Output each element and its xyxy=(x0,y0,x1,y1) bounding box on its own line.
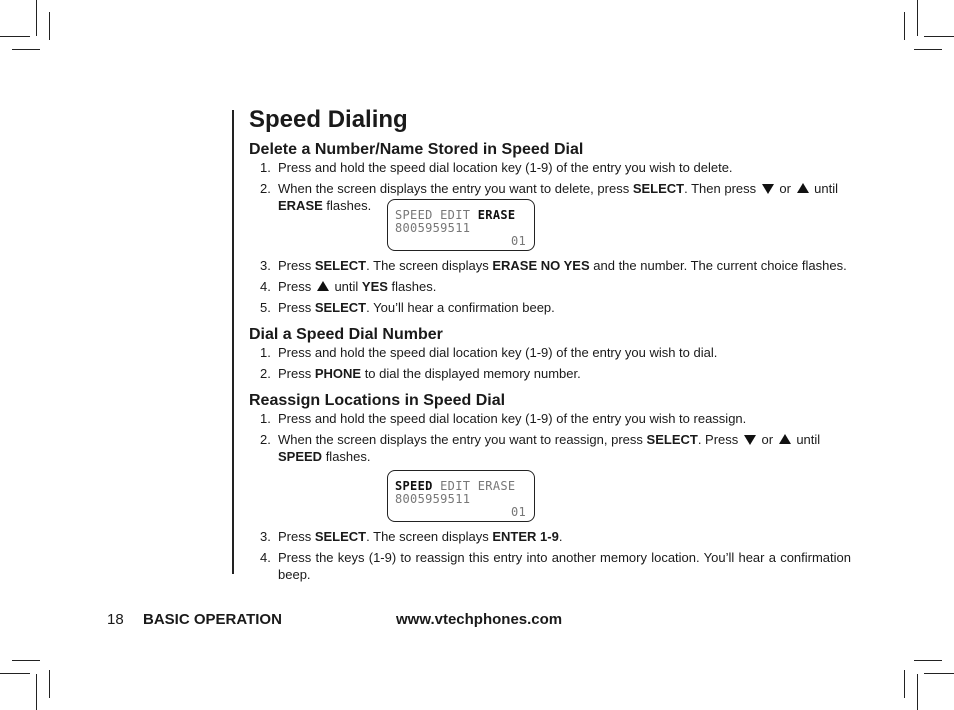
list-item: 3. Press SELECT. The screen displays ERASE NO YES and the number. The current choice flashes. xyxy=(260,258,847,273)
crop-mark xyxy=(924,673,954,674)
crop-mark xyxy=(49,12,50,40)
crop-mark xyxy=(914,49,942,50)
crop-mark xyxy=(924,36,954,37)
crop-mark xyxy=(36,674,37,710)
footer-url[interactable]: www.vtechphones.com xyxy=(396,611,563,628)
list-item: 2. When the screen displays the entry you want to delete, press SELECT. Then press or until ERASE flashes. SPEED EDIT ERASE 8005959511 01 xyxy=(249,180,851,251)
crop-mark xyxy=(904,670,905,698)
crop-mark xyxy=(0,673,30,674)
reassign-steps xyxy=(249,410,851,583)
crop-mark xyxy=(49,670,50,698)
list-item: 4. Press until YES flashes. xyxy=(260,279,437,294)
crop-mark xyxy=(12,660,40,661)
crop-mark xyxy=(12,49,40,50)
triangle-up-icon xyxy=(317,281,329,291)
list-item: 4. Press the keys (1-9) to reassign this entry into another memory location. You’ll hear a confirmation beep. xyxy=(260,550,851,582)
section-heading-delete: Delete a Number/Name Stored in Speed Dial xyxy=(249,141,584,158)
dial-steps xyxy=(249,344,851,382)
crop-mark xyxy=(917,0,918,36)
crop-mark xyxy=(36,0,37,36)
triangle-up-icon xyxy=(779,434,791,444)
delete-steps xyxy=(249,159,851,316)
list-item: 1. Press and hold the speed dial location key (1-9) of the entry you wish to delete. xyxy=(260,160,733,175)
crop-mark xyxy=(917,674,918,710)
list-item: 3. Press SELECT. The screen displays ENTER 1-9. xyxy=(260,529,563,544)
triangle-down-icon xyxy=(744,435,756,445)
list-item: 2. Press PHONE to dial the displayed memory number. xyxy=(260,366,581,381)
crop-mark xyxy=(904,12,905,40)
section-heading-reassign: Reassign Locations in Speed Dial xyxy=(249,392,506,409)
list-item: 1. Press and hold the speed dial location key (1-9) of the entry you wish to reassign. xyxy=(260,411,747,426)
page-number: 18 xyxy=(107,611,124,628)
page-content xyxy=(249,106,851,587)
triangle-up-icon xyxy=(797,183,809,193)
list-item: 2. When the screen displays the entry you want to reassign, press SELECT. Press or until SPEED flashes. SPEED EDIT ERASE 8005959511 01 xyxy=(249,431,851,522)
triangle-down-icon xyxy=(762,184,774,194)
list-item: 5. Press SELECT. You’ll hear a confirmation beep. xyxy=(260,300,555,315)
crop-mark xyxy=(0,36,30,37)
list-item: 1. Press and hold the speed dial location key (1-9) of the entry you wish to dial. xyxy=(260,345,718,360)
section-heading-dial: Dial a Speed Dial Number xyxy=(249,326,443,343)
lcd-screen: SPEED EDIT ERASE 8005959511 01 xyxy=(387,470,535,522)
margin-rule xyxy=(232,110,234,574)
lcd-screen: SPEED EDIT ERASE 8005959511 01 xyxy=(387,199,535,251)
page-title: Speed Dialing xyxy=(249,106,408,133)
crop-mark xyxy=(914,660,942,661)
footer-section-name: BASIC OPERATION xyxy=(143,611,282,628)
